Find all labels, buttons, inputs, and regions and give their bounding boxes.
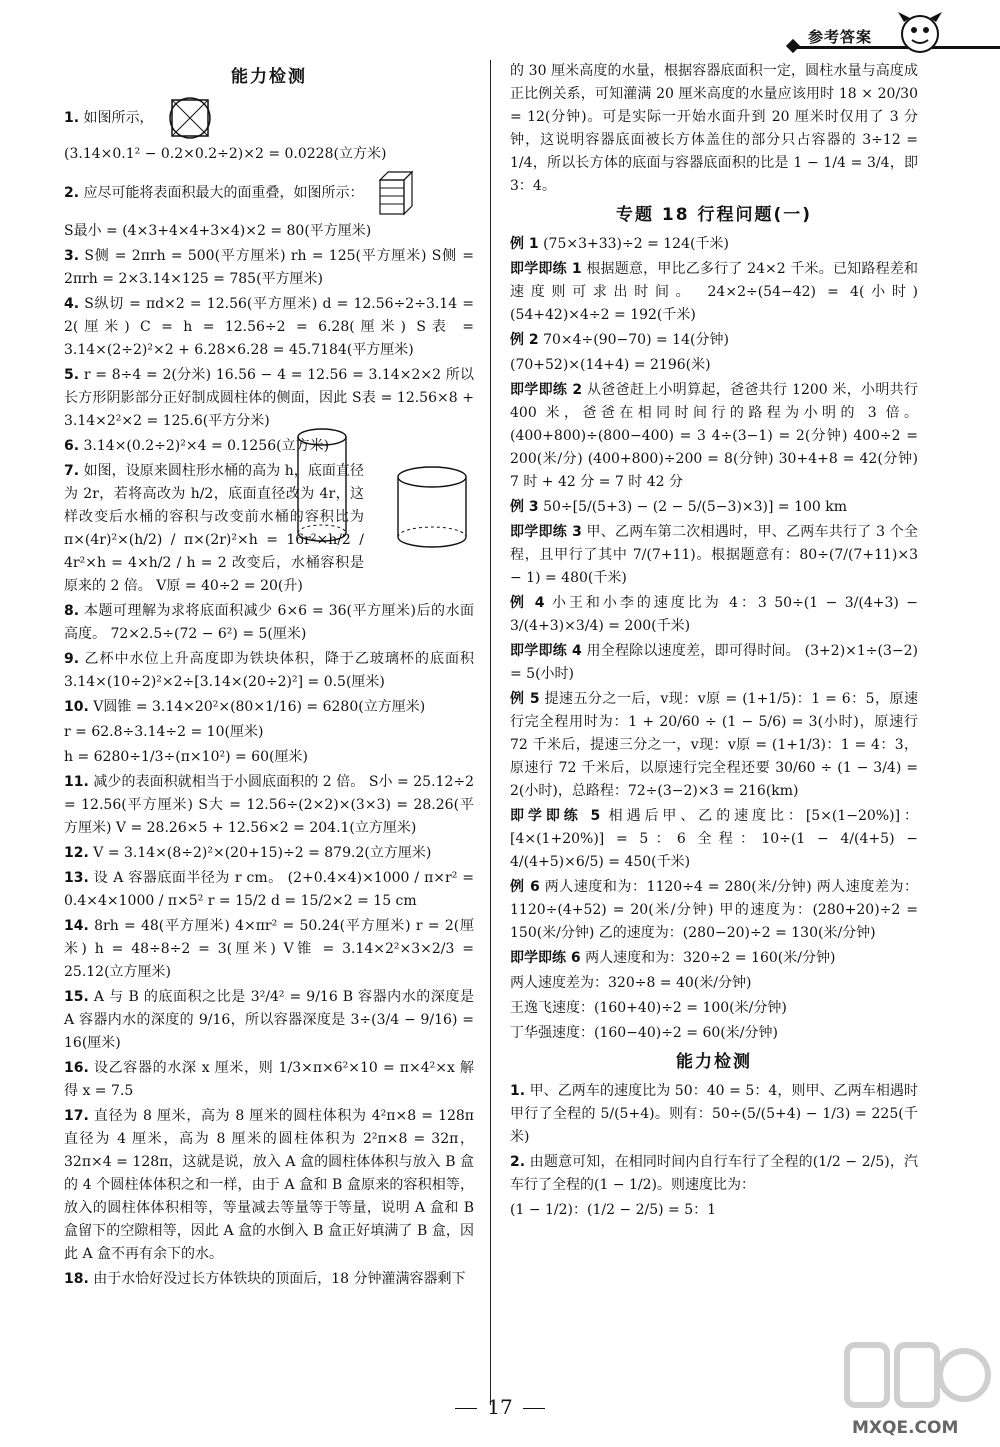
example-item: 即学即练 2 从爸爸赶上小明算起，爸爸共行 1200 米，小明共行 400 米，爸爸在相同时间行的路程为小明的 3 倍。 (400+800)÷(800−400) = 3 4÷(3−1) = 2(分钟) 400÷2 = 200(米/分) (400+800)÷200 = 8(分钟) 30+4+8 = 42(分钟) 7 时 + 42 分 = 7 时 42 分 bbox=[510, 382, 918, 490]
example-item: 即学即练 4 用全程除以速度差，即可得时间。 (3+2)×1÷(3−2) = 5(小时) bbox=[510, 643, 918, 682]
cylinders-figure-icon bbox=[290, 425, 480, 555]
list-item: r = 62.8÷3.14÷2 = 10(厘米) bbox=[64, 724, 264, 740]
list-item: (3.14×0.1² − 0.2×0.2÷2)×2 = 0.0228(立方米) bbox=[64, 146, 387, 162]
example-item: 即学即练 5 相遇后甲、乙的速度比：[5×(1−20%)]：[4×(1+20%)] = 5：6 全程：10÷(1 − 4/(4+5) − 4/(4+5)×6/5) = 450(千米) bbox=[510, 808, 918, 870]
list-item: 11. 减少的表面积就相当于小圆底面积的 2 倍。 S小 = 25.12÷2 = 12.56(平方厘米) S大 = 12.56÷(2×2)×(3×3) = 28.26(平方厘米) V = 28.26×5 + 12.56×2 = 204.1(立方厘米) bbox=[64, 774, 474, 836]
page-number-dash-left bbox=[455, 1408, 477, 1409]
example-item: 例 1 (75×3+33)÷2 = 124(千米) bbox=[510, 236, 729, 252]
column-divider bbox=[490, 60, 491, 1405]
watermark-text: MXQE.COM bbox=[852, 1418, 959, 1438]
right-section-title: 专题 18 行程问题(一) bbox=[615, 205, 813, 225]
list-item: 17. 直径为 8 厘米，高为 8 厘米的圆柱体积为 4²π×8 = 128π 直径为 4 厘米，高为 8 厘米的圆柱体积为 2²π×8 = 32π，32π×4 = 128π，这就是说，放入 A 盒的圆柱体体积与放入 B 盒的 4 个圆柱体体积之和一样，由于 A 盒和 B 盒原来的容积相等，放入的圆柱体体积相等，等量减去等量等于等量，说明 A 盒和 B 盒留下的空隙相等，因此 A 盒的水倒入 B 盒正好填满了 B 盒，因此 A 盒不再有余下的水。 bbox=[64, 1108, 474, 1262]
list-item: 1. 如图所示， bbox=[64, 95, 474, 141]
example-item: 丁华强速度：(160−40)÷2 = 60(米/分钟) bbox=[510, 1025, 778, 1041]
example-item: 即学即练 1 根据题意，甲比乙多行了 24×2 千米。已知路程差和速度则可求出时间。 24×2÷(54−42) = 4(小时) (54+42)×4÷2 = 192(千米) bbox=[510, 261, 918, 323]
left-section-title: 能力检测 bbox=[231, 67, 307, 87]
stacked-boxes-figure-icon bbox=[376, 168, 416, 218]
list-item: 2. 应尽可能将表面积最大的面重叠，如图所示： bbox=[64, 168, 474, 218]
list-item: 16. 设乙容器的水深 x 厘米，则 1/3×π×6²×10 = π×4²×x 解得 x = 7.5 bbox=[64, 1060, 474, 1099]
example-item: 例 2 70×4÷(90−70) = 14(分钟) bbox=[510, 332, 729, 348]
list-item: (1 − 1/2)：(1/2 − 2/5) = 5：1 bbox=[510, 1202, 717, 1218]
list-item: 5. r = 8÷4 = 2(分米) 16.56 − 4 = 12.56 = 3.14×2×2 所以长方形阴影部分正好制成圆柱体的侧面，因此 S表 = 12.56×8 + 3.14×2²×2 = 125.6(平方分米) bbox=[64, 367, 475, 429]
example-item: 例 3 50÷[5/(5+3) − (2 − 5/(5−3)×3)] = 100 km bbox=[510, 499, 848, 515]
mascot-icon bbox=[890, 8, 950, 58]
list-item: 10. V圆锥 = 3.14×20²×(80×1/16) = 6280(立方厘米) bbox=[64, 699, 426, 715]
list-item: 18. 由于水恰好没过长方体铁块的顶面后，18 分钟灌满容器剩下 bbox=[64, 1271, 466, 1287]
list-item: h = 6280÷1/3÷(π×10²) = 60(厘米) bbox=[64, 749, 308, 765]
example-item: 例 4 小王和小李的速度比为 4：3 50÷(1 − 3/(4+3) − 3/(4+3)×3/4) = 200(千米) bbox=[510, 595, 918, 634]
example-item: 例 6 两人速度和为：1120÷4 = 280(米/分钟) 两人速度差为：1120÷(4+52) = 20(米/分钟) 甲的速度为：(280+20)÷2 = 150(米/分钟) 乙的速度为：(280−20)÷2 = 130(米/分钟) bbox=[510, 879, 918, 941]
example-item: 两人速度差为：320÷8 = 40(米/分钟) bbox=[510, 975, 752, 991]
list-item: 6. 3.14×(0.2÷2)²×4 = 0.1256(立方米) bbox=[64, 438, 330, 454]
page-number: 17 bbox=[0, 1395, 1000, 1419]
list-item: 13. 设 A 容器底面半径为 r cm。 (2+0.4×4)×1000 / π×r² = 0.4×4×1000 / π×5² r = 15/2 d = 15/2×2 = 15 cm bbox=[64, 870, 475, 909]
example-item: 即学即练 6 两人速度和为：320÷2 = 160(米/分钟) bbox=[510, 950, 836, 966]
right-column bbox=[510, 60, 918, 1224]
page-header bbox=[0, 8, 1000, 58]
example-item: 王逸飞速度：(160+40)÷2 = 100(米/分钟) bbox=[510, 1000, 787, 1016]
list-item: 4. S纵切 = πd×2 = 12.56(平方厘米) d = 12.56÷2÷3.14 = 2(厘米) C = h = 12.56÷2 = 6.28(厘米) S表 = 3.14×(2÷2)²×2 + 6.28×6.28 = 45.7184(平方厘米) bbox=[64, 296, 474, 358]
left-column bbox=[64, 60, 474, 1293]
right-section-title-2: 能力检测 bbox=[676, 1052, 752, 1072]
header-label: 参考答案 bbox=[808, 28, 873, 46]
list-item: 8. 本题可理解为求将底面积减少 6×6 = 36(平方厘米)后的水面高度。 72×2.5÷(72 − 6²) = 5(厘米) bbox=[64, 603, 474, 642]
list-item: 9. 乙杯中水位上升高度即为铁块体积，降于乙玻璃杯的底面积 3.14×(10÷2)²×2÷[3.14×(20÷2)²] = 0.5(厘米) bbox=[64, 651, 475, 690]
list-item: S最小 = (4×3+4×4+3×4)×2 = 80(平方厘米) bbox=[64, 223, 372, 239]
example-item: 例 5 提速五分之一后，v现：v原 = (1+1/5)：1 = 6：5，原速行完全程用时为：1 + 20/60 ÷ (1 − 5/6) = 3(小时)，原速行 72 千米后，提速三分之一，v现：v原 = (1+1/3)：1 = 4：3，原速行 72 千米后，以原速行完全程还要 30/60 ÷ (1 − 3/4) = 2(小时)，总路程：72÷(3−2)×3 = 216(km) bbox=[510, 691, 918, 799]
list-item: 12. V = 3.14×(8÷2)²×(20+15)÷2 = 879.2(立方厘米) bbox=[64, 845, 432, 861]
circle-square-figure-icon bbox=[166, 95, 214, 141]
list-item: 7. 如图，设原来圆柱形水桶的高为 h，底面直径为 2r，若将高改为 h/2，底面直径改为 4r，这样改变后水桶的容积与改变前水桶的容积比为 π×(4r)²×(h/2) / π×(2r)²×h = 16r²×h/2 / 4r²×h = 4×h/2 / h = 2 改变后，水桶容积是原来的 2 倍。 V原 = 40÷2 = 20(升) bbox=[64, 463, 364, 594]
page-number-dash-right bbox=[523, 1408, 545, 1409]
example-item: (70+52)×(14+4) = 2196(米) bbox=[510, 357, 711, 373]
list-item: 2. 由题意可知，在相同时间内自行车行了全程的(1/2 − 2/5)，汽车行了全程的(1 − 1/2)。则速度比为： bbox=[510, 1154, 918, 1193]
example-item: 即学即练 3 甲、乙两车第二次相遇时，甲、乙两车共行了 3 个全程，且甲行了其中 7/(7+11)。根据题意有：80÷(7/(7+11)×3 − 1) = 480(千米) bbox=[510, 524, 918, 586]
list-item: 3. S侧 = 2πrh = 500(平方厘米) rh = 125(平方厘米) S侧 = 2πrh = 2×3.14×125 = 785(平方厘米) bbox=[64, 248, 474, 287]
list-item: 14. 8rh = 48(平方厘米) 4×πr² = 50.24(平方厘米) r = 2(厘米) h = 48÷8÷2 = 3(厘米) V锥 = 3.14×2²×3×2/3 = 25.12(立方厘米) bbox=[64, 918, 475, 980]
list-item: 1. 甲、乙两车的速度比为 50：40 = 5：4，则甲、乙两车相遇时甲行了全程的 5/(5+4)。则有：50÷(5/(5+4) − 1/3) = 225(千米) bbox=[510, 1083, 919, 1145]
continued-paragraph: 的 30 厘米高度的水量，根据容器底面积一定，圆柱水量与高度成正比例关系，可知灌满 20 厘米高度的水量应该用时 18 × 20/30 = 12(分钟)。可是实际一开始水面升到 20 厘米时仅用了 3 分钟，这说明容器底面被长方体盖住的部分只占容器的 3÷12 = 1/4，所以长方体的底面与容器底面积的比是 1 − 1/4 = 3/4，即 3：4。 bbox=[510, 63, 918, 194]
list-item: 15. A 与 B 的底面积之比是 3²/4² = 9/16 B 容器内水的深度是 A 容器内水的深度的 9/16，所以容器深度是 3÷(3/4 − 9/16) = 16(厘米) bbox=[64, 989, 474, 1051]
